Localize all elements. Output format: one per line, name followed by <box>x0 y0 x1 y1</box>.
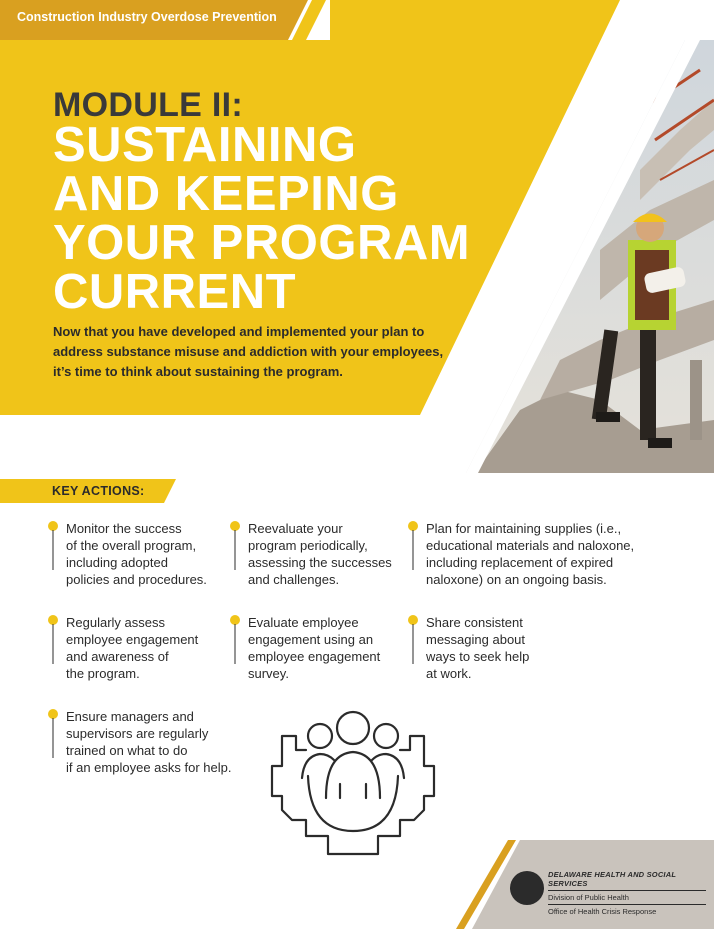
org-name: DELAWARE HEALTH AND SOCIAL SERVICES <box>548 870 706 891</box>
action-line: Regularly assess <box>66 615 165 630</box>
action-line: trained on what to do <box>66 743 188 758</box>
action-line: at work. <box>426 666 472 681</box>
action-line: engagement using an <box>248 632 374 647</box>
action-line: survey. <box>248 666 289 681</box>
logo-text <box>548 870 706 916</box>
dhss-logo <box>510 870 710 916</box>
action-line: ways to seek help <box>426 649 530 664</box>
publication-label: Construction Industry Overdose Prevention <box>17 10 277 24</box>
action-line: employee engagement <box>66 632 199 647</box>
action-line: Share consistent <box>426 615 523 630</box>
action-line: Reevaluate your <box>248 521 343 536</box>
action-line: the program. <box>66 666 140 681</box>
office-name: Office of Health Crisis Response <box>548 907 657 916</box>
action-line: and awareness of <box>66 649 169 664</box>
title-line-1: SUSTAINING <box>53 118 357 172</box>
key-actions-label: KEY ACTIONS: <box>52 484 145 498</box>
division-name: Division of Public Health <box>548 891 706 905</box>
action-line: Monitor the success <box>66 521 182 536</box>
action-line: employee engagement <box>248 649 381 664</box>
module-label: MODULE II: <box>53 86 243 124</box>
dhss-seal-icon <box>510 871 544 905</box>
action-line: naloxone) on an ongoing basis. <box>426 572 607 587</box>
action-line: supervisors are regularly <box>66 726 209 741</box>
intro-text: Now that you have developed and implemented your plan to address substance misuse and addiction with your employees, it’s time to think about sustaining the program. <box>53 324 444 379</box>
title-line-3: YOUR PROGRAM <box>53 216 471 270</box>
action-line: if an employee asks for help. <box>66 760 232 775</box>
action-line: Evaluate employee <box>248 615 359 630</box>
title-line-2: AND KEEPING <box>53 167 399 221</box>
action-line: including replacement of expired <box>426 555 614 570</box>
action-line: Ensure managers and <box>66 709 194 724</box>
action-line: messaging about <box>426 632 526 647</box>
title-line-4: CURRENT <box>53 265 297 319</box>
action-line: policies and procedures. <box>66 572 207 587</box>
action-line: of the overall program, <box>66 538 197 553</box>
action-line: Plan for maintaining supplies (i.e., <box>426 521 622 536</box>
action-line: program periodically, <box>248 538 368 553</box>
action-line: and challenges. <box>248 572 340 587</box>
action-line: educational materials and naloxone, <box>426 538 635 553</box>
action-line: assessing the successes <box>248 555 392 570</box>
action-line: including adopted <box>66 555 168 570</box>
